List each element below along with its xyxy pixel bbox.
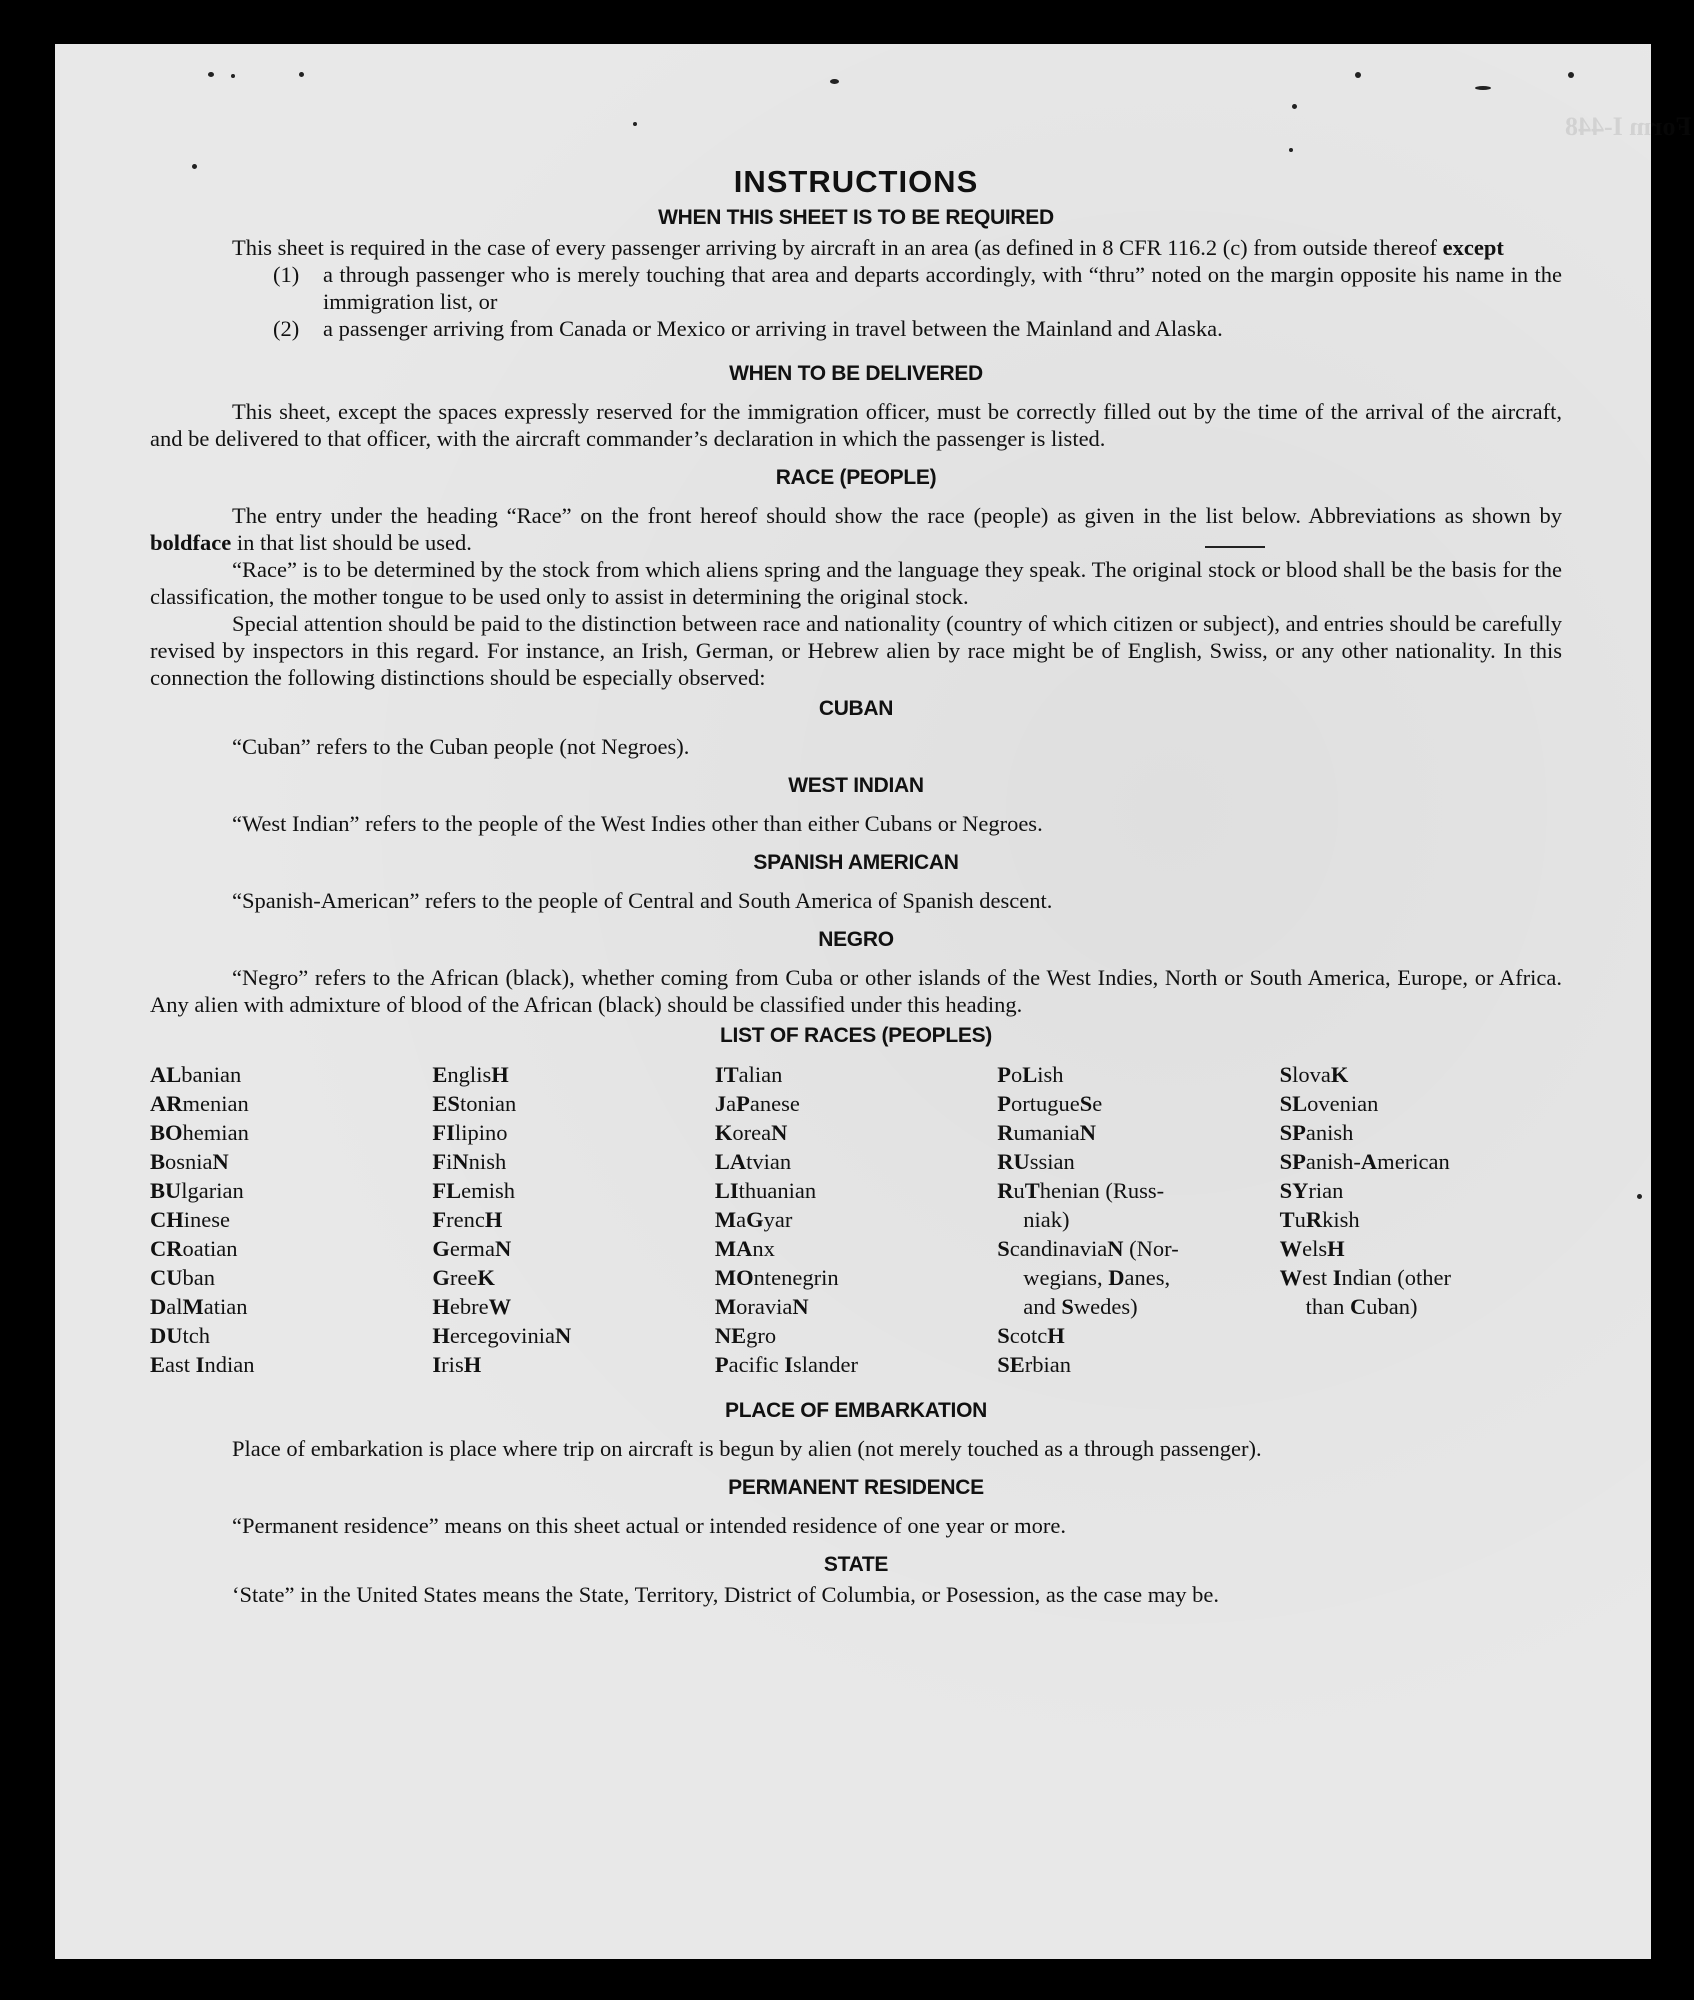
section-heading-when-delivered: WHEN TO BE DELIVERED (729, 362, 983, 385)
race-entry: BosniaN (150, 1149, 229, 1174)
race-entry: RuThenian (Russ- (997, 1178, 1165, 1203)
race-entry: CUban (150, 1265, 215, 1290)
race-entry: ITalian (714, 1062, 783, 1087)
race-entry: DUtch (150, 1323, 211, 1348)
race-entry: FiNnish (432, 1149, 507, 1174)
race-entry: ScandinaviaN (Nor- (997, 1236, 1179, 1261)
race-p1-text: The entry under the heading “Race” on the front hereof should show the race (people) as given in the list below. Abbreviations as shown by (232, 503, 1562, 528)
race-paragraph-1 (150, 502, 1562, 556)
race-entry: West Indian (other (1279, 1265, 1451, 1290)
race-entry: NEgro (714, 1323, 777, 1348)
race-entry: FrencH (432, 1207, 503, 1232)
section-heading-cuban: CUBAN (818, 697, 894, 720)
exception-item-2 (150, 315, 1562, 342)
scan-speck (1568, 72, 1574, 78)
scan-speck (231, 74, 235, 78)
when-required-intro-text: This sheet is required in the case of every passenger arriving by aircraft in an area (as defined in 8 CFR 116.2 (c) from outside thereof (232, 235, 1443, 260)
section-heading-spanish-american: SPANISH AMERICAN (753, 851, 959, 874)
race-entry: FLemish (432, 1178, 515, 1203)
race-entry: ALbanian (150, 1062, 242, 1087)
page-title: INSTRUCTIONS (733, 164, 979, 199)
races-column-2 (432, 1060, 714, 1379)
scan-speck (633, 122, 637, 126)
race-entry: LIthuanian (714, 1178, 817, 1203)
state-text: ‘State” in the United States means the State, Territory, District of Columbia, or Posession, as the case may be. (232, 1582, 1219, 1607)
race-entry: PoLish (997, 1062, 1064, 1087)
section-heading-state: STATE (823, 1553, 889, 1576)
exception-item-text: a passenger arriving from Canada or Mexico or arriving in travel between the Mainland and Alaska. (323, 316, 1223, 341)
race-entry: ScotcH (997, 1323, 1065, 1348)
race-entry: KoreaN (714, 1120, 788, 1145)
races-column-5 (1280, 1060, 1562, 1379)
race-entry: EnglisH (432, 1062, 509, 1087)
race-p1-tail: in that list should be used. (231, 530, 472, 555)
races-column-4 (997, 1060, 1279, 1379)
spanish-american-text: “Spanish-American” refers to the people of Central and South America of Spanish descent. (232, 888, 1053, 913)
residence-text: “Permanent residence” means on this sheet actual or intended residence of one year or more. (232, 1513, 1067, 1538)
race-entry: and Swedes) (1023, 1294, 1138, 1319)
scan-speck (208, 72, 214, 77)
section-heading-race: RACE (PEOPLE) (775, 466, 937, 489)
race-entry: GreeK (432, 1265, 495, 1290)
race-entry: East Indian (150, 1352, 255, 1377)
race-paragraph-2: “Race” is to be determined by the stock from which aliens spring and the language they speak. The original stock or blood shall be the basis for the classification, the mother tongue to be used only to assist in determining the original stock. (150, 557, 1562, 609)
exception-item-text: a through passenger who is merely touching that area and departs accordingly, with “thru” noted on the margin opposite his name in the immigration list, or (323, 262, 1562, 314)
race-entry: CRoatian (150, 1236, 238, 1261)
section-heading-residence: PERMANENT RESIDENCE (728, 1476, 984, 1499)
race-entry: wegians, Danes, (1023, 1265, 1171, 1290)
scan-speck (1289, 148, 1293, 152)
exception-item-number: (1) (273, 262, 300, 287)
section-heading-embarkation: PLACE OF EMBARKATION (725, 1399, 987, 1422)
scan-speck (299, 72, 304, 77)
race-entry: WelsH (1279, 1236, 1345, 1261)
race-entry: SPanish (1279, 1120, 1354, 1145)
race-entry: BOhemian (150, 1120, 249, 1145)
race-p1-bold: boldface (150, 530, 232, 555)
races-column-1 (150, 1060, 432, 1379)
section-heading-list-of-races: LIST OF RACES (PEOPLES) (720, 1024, 992, 1047)
race-entry: BUlgarian (150, 1178, 244, 1203)
bleed-through-form-number: Form I-448 (1565, 112, 1692, 141)
race-entry: EStonian (432, 1091, 517, 1116)
race-entry: DalMatian (150, 1294, 248, 1319)
race-entry: than Cuban) (1305, 1294, 1418, 1319)
section-heading-west-indian: WEST INDIAN (788, 774, 924, 797)
scan-speck (1637, 1194, 1642, 1199)
race-entry: MOntenegrin (714, 1265, 839, 1290)
race-entry: SErbian (997, 1352, 1072, 1377)
section-heading-negro: NEGRO (818, 928, 894, 951)
scan-speck (1355, 72, 1361, 78)
embarkation-text: Place of embarkation is place where trip on aircraft is begun by alien (not merely touched as a through passenger). (232, 1436, 1262, 1461)
scan-speck (1475, 86, 1491, 90)
cuban-text: “Cuban” refers to the Cuban people (not Negroes). (232, 734, 690, 759)
when-required-except: except (1442, 235, 1504, 260)
race-entry: SLovenian (1279, 1091, 1379, 1116)
when-delivered-text: This sheet, except the spaces expressly reserved for the immigration officer, must be correctly filled out by the time of the arrival of the aircraft, and be delivered to that officer, with the aircraft commander’s declaration in which the passenger is listed. (150, 399, 1562, 451)
document-sheet (55, 44, 1692, 1959)
race-entry: FIlipino (432, 1120, 508, 1145)
race-entry: TuRkish (1279, 1207, 1360, 1232)
race-entry: SYrian (1279, 1178, 1344, 1203)
race-entry: niak) (1023, 1207, 1070, 1232)
race-entry: Pacific Islander (714, 1352, 859, 1377)
race-entry: SPanish-American (1279, 1149, 1450, 1174)
scan-speck (1292, 104, 1297, 109)
race-entry: SlovaK (1279, 1062, 1349, 1087)
negro-text: “Negro” refers to the African (black), whether coming from Cuba or other islands of the West Indies, North or South America, Europe, or Africa. Any alien with admixture of blood of the African (black) should be classified under this heading. (150, 965, 1562, 1017)
races-column-3 (715, 1060, 997, 1379)
races-list (150, 1060, 1562, 1379)
scan-speck (830, 79, 839, 84)
race-entry: PortugueSe (997, 1091, 1103, 1116)
instructions-content (150, 164, 1562, 1608)
west-indian-text: “West Indian” refers to the people of the West Indies other than either Cubans or Negroes. (232, 811, 1043, 836)
section-heading-when-required: WHEN THIS SHEET IS TO BE REQUIRED (658, 206, 1054, 229)
race-entry: HebreW (432, 1294, 512, 1319)
exception-item-1 (150, 261, 1562, 315)
race-entry: HercegoviniaN (432, 1323, 572, 1348)
race-entry: CHinese (150, 1207, 231, 1232)
race-entry: MAnx (714, 1236, 775, 1261)
exception-item-number: (2) (273, 316, 300, 341)
race-paragraph-3: Special attention should be paid to the distinction between race and nationality (country of which citizen or subject), and entries should be carefully revised by inspectors in this regard. For instance, an Irish, German, or Hebrew alien by race might be of English, Swiss, or any other nationality. In this connection the following distinctions should be especially observed: (150, 611, 1562, 690)
race-entry: GermaN (432, 1236, 512, 1261)
race-entry: LAtvian (714, 1149, 792, 1174)
race-entry: IrisH (432, 1352, 482, 1377)
race-entry: ARmenian (150, 1091, 249, 1116)
race-entry: MaGyar (714, 1207, 793, 1232)
race-entry: MoraviaN (714, 1294, 809, 1319)
race-entry: JaPanese (714, 1091, 800, 1116)
when-required-intro (150, 234, 1562, 261)
race-entry: RumaniaN (997, 1120, 1096, 1145)
race-entry: RUssian (997, 1149, 1075, 1174)
